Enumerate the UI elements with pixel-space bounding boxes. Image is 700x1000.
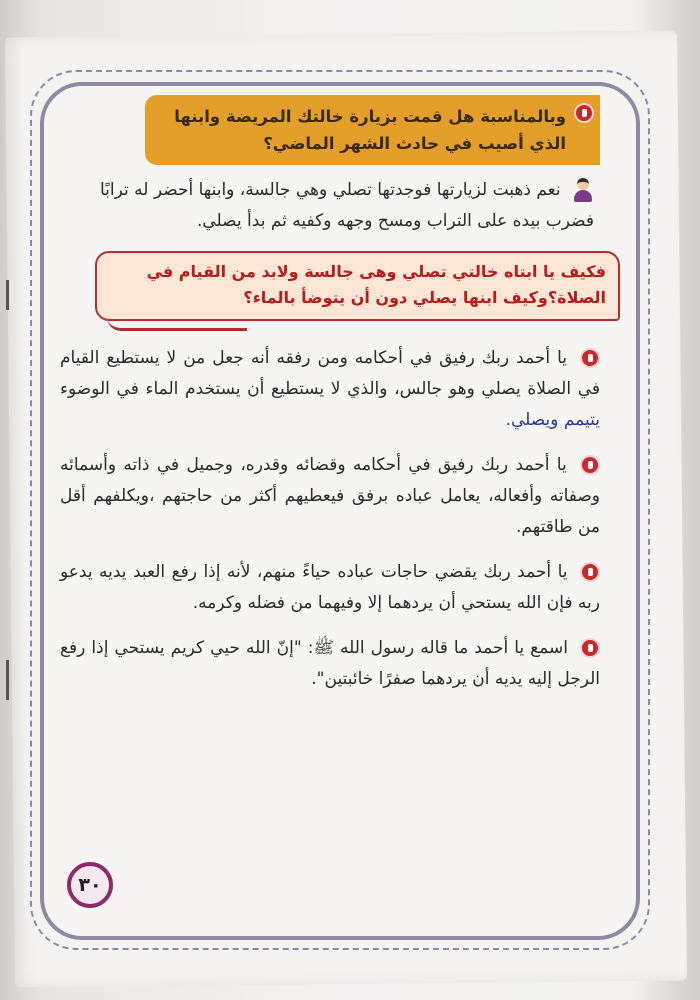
paragraph-4-text: اسمع يا أحمد ما قاله رسول الله ﷺ: "إنّ الله حيي كريم يستحي إذا رفع الرجل إليه يديه أن يردهما صفرًا خائبتين". xyxy=(60,638,600,689)
question-1-text: وبالمناسبة هل قمت بزيارة خالتك المريضة وابنها الذي أصيب في حادث الشهر الماضي؟ xyxy=(174,107,566,153)
bullet-icon xyxy=(574,103,594,123)
speech-tail xyxy=(107,317,247,331)
question-2-text: فكيف يا ابتاه خالتي تصلي وهى جالسة ولابد من القيام في الصلاة؟وكيف ابنها يصلي دون أن يتوضأ بالماء؟ xyxy=(146,262,606,307)
bullet-icon xyxy=(580,638,600,658)
paragraph-3-text: يا أحمد ربك يقضي حاجات عباده حياءً منهم، لأنه إذا رفع العبد يديه يدعو ربه فإن الله يستحي أن يردهما إلا وفيهما من فضله وكرمه. xyxy=(60,562,600,613)
bullet-icon xyxy=(580,455,600,475)
answer-1-text: نعم ذهبت لزيارتها فوجدتها تصلي وهي جالسة، وابنها أحضر له ترابًا فضرب بيده على التراب ومسح وجهه وكفيه ثم بدأ يصلي. xyxy=(99,180,594,231)
paragraph-1 xyxy=(60,343,600,436)
paragraph-2-text: يا أحمد ربك رفيق في أحكامه وقضائه وقدره، وجميل في ذاته وأسمائه وصفاته وأفعاله، يعامل عباده برفق فيعطيهم أكثر من حاجتهم ،ويكلفهم أقل من طاقتهم. xyxy=(60,455,600,537)
paragraph-4 xyxy=(60,633,600,695)
paragraph-1-highlight: يتيمم ويصلي. xyxy=(505,410,600,430)
page-number: ٣٠ xyxy=(67,862,113,908)
bullet-icon xyxy=(580,348,600,368)
bullet-icon xyxy=(580,562,600,582)
child-avatar-icon xyxy=(572,178,594,202)
answer-1 xyxy=(60,175,600,237)
question-banner xyxy=(145,95,600,165)
page-content xyxy=(60,95,606,695)
paragraph-1-text: يا أحمد ربك رفيق في أحكامه ومن رفقه أنه جعل من لا يستطيع القيام في الصلاة يصلي وهو جالس، والذي لا يستطيع أن يستخدم الماء في الوضوء xyxy=(60,348,600,399)
binding-mark xyxy=(6,280,9,310)
binding-mark xyxy=(6,660,9,700)
paragraph-3 xyxy=(60,557,600,619)
question-2-box xyxy=(95,251,620,321)
paragraph-2 xyxy=(60,450,600,543)
